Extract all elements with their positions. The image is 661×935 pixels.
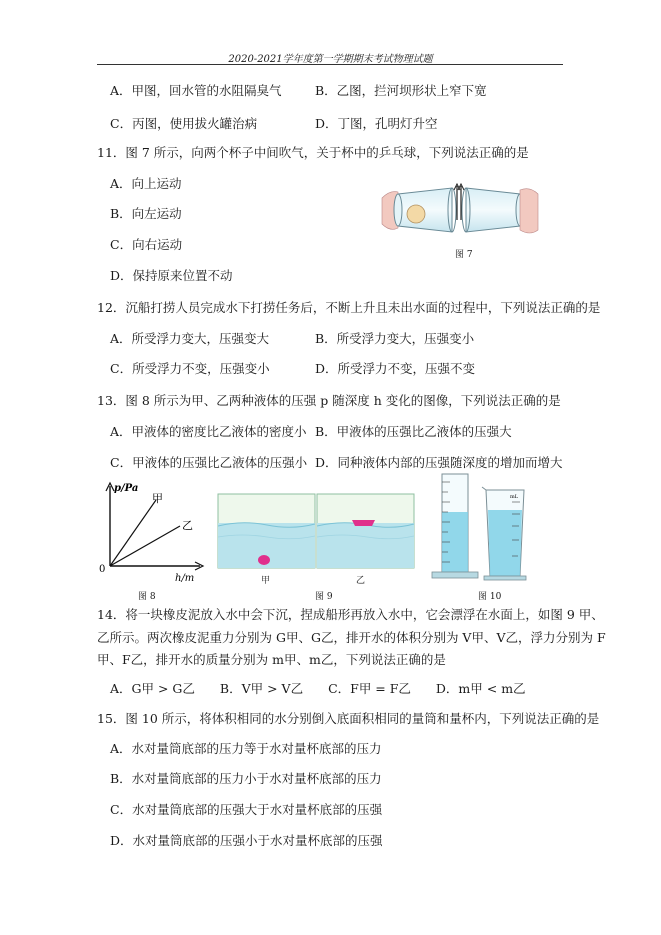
q10-option-a: A．甲图，回水管的水阻隔臭气 (110, 83, 282, 98)
line-yi (110, 526, 180, 566)
figure-10-caption: 图 10 (478, 592, 502, 602)
q14-line-2: 乙所示。两次橡皮泥重力分别为 G甲、G乙，排开水的体积分别为 V甲、V乙，浮力分别为 F (97, 630, 606, 645)
q10-option-d: D．丁图，孔明灯升空 (315, 116, 438, 131)
page-header: 2020-2021学年度第一学期期末考试物理试题 (228, 54, 433, 65)
ping-pong-ball (407, 205, 425, 223)
q13-option-c: C．甲液体的压强比乙液体的压强小 (110, 455, 308, 470)
y-axis-label: p/Pa (114, 483, 139, 494)
header-rule (97, 64, 563, 65)
q10-option-c: C．丙图，使用拔火罐治病 (110, 116, 258, 131)
q12-option-b: B．所受浮力变大，压强变小 (315, 331, 475, 346)
q13-stem: 13．图 8 所示为甲、乙两种液体的压强 p 随深度 h 变化的图像，下列说法正确的是 (97, 393, 561, 408)
figure-9-label-jia: 甲 (261, 576, 271, 586)
clay-lump (258, 555, 270, 565)
q15-option-d: D．水对量筒底部的压强小于水对量杯底部的压强 (110, 833, 383, 848)
line-yi-label: 乙 (182, 519, 193, 532)
q12-option-a: A．所受浮力变大，压强变大 (110, 331, 270, 346)
left-cup (398, 188, 452, 232)
q11-option-c: C．向右运动 (110, 237, 183, 252)
q10-option-b: B．乙图，拦河坝形状上窄下宽 (315, 83, 487, 98)
beaker-unit-label: mL (510, 494, 519, 500)
figure-9-caption: 图 9 (315, 592, 333, 602)
q14-line-1: 14．将一块橡皮泥放入水中会下沉，捏成船形再放入水中，它会漂浮在水面上，如图 9 甲、 (97, 607, 604, 622)
figure-8-caption: 图 8 (138, 592, 156, 602)
q13-option-d: D．同种液体内部的压强随深度的增加而增大 (315, 455, 563, 470)
q11-option-d: D．保持原来位置不动 (110, 268, 233, 283)
figure-7-cups (380, 180, 540, 245)
q11-stem: 11．图 7 所示，向两个杯子中间吹气，关于杯中的乒乓球，下列说法正确的是 (97, 145, 529, 160)
figure-9-label-yi: 乙 (356, 576, 366, 586)
x-axis-label: h/m (175, 573, 195, 584)
q15-option-c: C．水对量筒底部的压强大于水对量杯底部的压强 (110, 802, 383, 817)
figure-10-containers (428, 470, 533, 585)
q12-stem: 12．沉船打捞人员完成水下打捞任务后，不断上升且未出水面的过程中，下列说法正确的是 (97, 300, 601, 315)
q13-option-b: B．甲液体的压强比乙液体的压强大 (315, 424, 512, 439)
q12-option-d: D．所受浮力不变，压强不变 (315, 361, 476, 376)
figure-7-caption: 图 7 (455, 250, 473, 260)
q11-option-a: A．向上运动 (110, 176, 182, 191)
q14-line-3: 甲、F乙，排开水的质量分别为 m甲、m乙，下列说法正确的是 (97, 652, 446, 667)
origin-label: 0 (99, 564, 106, 575)
line-jia-label: 甲 (152, 492, 163, 505)
line-jia (110, 500, 156, 566)
beaker-water (488, 510, 522, 576)
figure-8-graph (96, 478, 208, 584)
q13-option-a: A．甲液体的密度比乙液体的密度小 (110, 424, 307, 439)
right-cup (466, 188, 520, 232)
q15-option-a: A．水对量筒底部的压力等于水对量杯底部的压力 (110, 741, 382, 756)
right-hand (520, 189, 538, 233)
q15-stem: 15．图 10 所示，将体积相同的水分别倒入底面积相同的量筒和量杯内，下列说法正确的是 (97, 711, 600, 726)
q15-option-b: B．水对量筒底部的压力小于水对量杯底部的压力 (110, 771, 382, 786)
q11-option-b: B．向左运动 (110, 206, 182, 221)
q14-options: A．G甲 > G乙 B．V甲 > V乙 C．F甲 = F乙 D．m甲 < m乙 (110, 681, 526, 696)
figure-9-tanks (217, 493, 417, 569)
q12-option-c: C．所受浮力不变，压强变小 (110, 361, 270, 376)
clay-boat (352, 520, 375, 526)
